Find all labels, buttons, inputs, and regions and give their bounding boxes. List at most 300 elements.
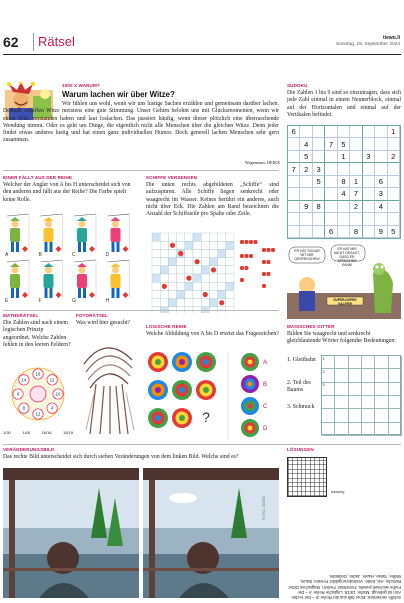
gitter-cell[interactable] [375, 423, 388, 436]
angler-letter: A [5, 252, 9, 258]
angler-figure [39, 260, 63, 304]
logic-shape [179, 387, 185, 393]
sudoku-cell[interactable] [388, 163, 400, 175]
sudoku-cell[interactable] [338, 163, 350, 175]
sudoku-cell[interactable] [288, 188, 300, 200]
ship-cell[interactable] [201, 241, 209, 249]
sudoku-cell[interactable] [313, 138, 325, 150]
ship-cell[interactable] [201, 258, 209, 266]
mathe-number: 12 [49, 377, 55, 383]
ship-cell[interactable] [226, 258, 234, 266]
logic-shape [155, 387, 161, 393]
ship-cell[interactable] [218, 282, 226, 290]
fleet-ship-part [262, 272, 266, 276]
mathe-body: Die Zahlen sind nach einem logischen Prinzip angeordnet. Welche Zahlen fehlen in den leeren Feldern? [3, 320, 71, 348]
fleet-ship-part [254, 240, 258, 244]
mathe-number: 12 [35, 411, 41, 417]
logic-option [248, 382, 253, 387]
gitter-cell[interactable] [389, 369, 402, 382]
logic-shape [155, 359, 161, 365]
ship-cell[interactable] [168, 299, 176, 307]
logic-shape [203, 359, 209, 365]
gitter-cell[interactable] [349, 396, 362, 409]
sudoku-cell[interactable] [350, 213, 362, 225]
ship-cell[interactable] [193, 299, 201, 307]
logic-letter: A [263, 360, 268, 366]
ship-cell[interactable] [177, 266, 185, 274]
ship-cell[interactable] [168, 282, 176, 290]
ship-cell[interactable] [152, 290, 160, 298]
ship-cell[interactable] [226, 299, 234, 307]
sudoku-cell[interactable] [313, 188, 325, 200]
sudoku-cell[interactable] [325, 213, 337, 225]
gitter-cell[interactable]: 2 [322, 369, 335, 382]
sudoku-cell[interactable]: 9 [300, 201, 312, 213]
photo-right [143, 468, 279, 598]
angler-letter: C [72, 252, 76, 258]
sudoku-cell[interactable] [338, 213, 350, 225]
ship-cell[interactable] [226, 233, 234, 241]
sudoku-cell[interactable]: 5 [313, 176, 325, 188]
gitter-cell[interactable] [389, 396, 402, 409]
ship-cell[interactable] [226, 249, 234, 257]
gitter-cell[interactable] [349, 383, 362, 396]
gitter-cell[interactable] [335, 396, 348, 409]
ship-cell[interactable] [185, 241, 193, 249]
sudoku-cell[interactable] [300, 226, 312, 238]
mathe-option: 1/30 [3, 430, 11, 435]
sudoku-cell[interactable]: 5 [388, 226, 400, 238]
logic-shape [179, 359, 185, 365]
ship-cell[interactable] [152, 241, 160, 249]
veraenderung-kicker: VERÄNDERUNGSBILD [3, 447, 55, 452]
sudoku-cell[interactable]: 9 [375, 226, 387, 238]
ship-cell[interactable] [185, 233, 193, 241]
ship-cell[interactable] [226, 266, 234, 274]
gitter-cell[interactable] [362, 423, 375, 436]
ship-cell[interactable] [152, 249, 160, 257]
gitter-cell[interactable] [335, 383, 348, 396]
ship-cell[interactable] [152, 233, 160, 241]
sudoku-cell[interactable] [288, 176, 300, 188]
ship-cell[interactable] [160, 249, 168, 257]
fleet-ship-part [245, 254, 249, 258]
sudoku-kicker: SUDOKU [287, 83, 308, 88]
gitter-cell[interactable] [375, 369, 388, 382]
ship-hint [211, 267, 216, 272]
sudoku-cell[interactable] [350, 138, 362, 150]
sudoku-cell[interactable] [300, 126, 312, 138]
sudoku-cell[interactable] [338, 201, 350, 213]
ship-cell[interactable] [226, 282, 234, 290]
sudoku-cell[interactable] [388, 138, 400, 150]
sudoku-cell[interactable] [363, 176, 375, 188]
schiffe-fleet [240, 238, 280, 290]
angler-figure [106, 214, 130, 258]
sudoku-cell[interactable] [313, 226, 325, 238]
sudoku-cell[interactable] [325, 151, 337, 163]
ship-cell[interactable] [201, 299, 209, 307]
mathe-number: 6 [16, 391, 20, 397]
ship-cell[interactable] [160, 241, 168, 249]
sudoku-cell[interactable]: 8 [338, 176, 350, 188]
gitter-cell[interactable] [362, 369, 375, 382]
ship-cell[interactable] [160, 274, 168, 282]
divider-1 [3, 170, 279, 171]
ship-cell[interactable] [177, 299, 185, 307]
ship-cell[interactable] [193, 249, 201, 257]
sudoku-cell[interactable]: 4 [300, 138, 312, 150]
ship-cell[interactable] [226, 290, 234, 298]
sudoku-cell[interactable] [363, 201, 375, 213]
sudoku-cell[interactable]: 4 [338, 188, 350, 200]
ship-cell[interactable] [177, 258, 185, 266]
logisch-body: Welche Abbildung von A bis D ersetzt das Fragezeichen? [146, 331, 279, 337]
fleet-ship-part [245, 240, 249, 244]
sudoku-cell[interactable] [375, 163, 387, 175]
sudoku-cell[interactable] [388, 176, 400, 188]
photo-left [3, 468, 139, 598]
gitter-body: Bilden Sie waagrecht und senkrecht gleichlautende Wörter folgender Bedeutungen: [287, 331, 396, 345]
ship-cell[interactable] [168, 266, 176, 274]
warum-credit: Wagemann; DEIKE [244, 160, 280, 165]
mathe-option: 14/5 [22, 430, 31, 435]
sudoku-cell[interactable] [363, 163, 375, 175]
fleet-ship-part [262, 284, 266, 288]
angler-figure [72, 260, 96, 304]
gitter-item: 1. Gleitbahn [287, 357, 316, 363]
ship-cell[interactable] [168, 274, 176, 282]
ship-cell[interactable] [185, 258, 193, 266]
angler-letter: H [105, 298, 110, 304]
sudoku-cell[interactable]: 4 [375, 201, 387, 213]
mathe-kicker: MATHERÄTSEL [3, 313, 39, 318]
ship-cell[interactable] [160, 233, 168, 241]
ship-cell[interactable] [185, 282, 193, 290]
photo-credit: FOTO: DEIKE [262, 496, 266, 520]
schiffe-body: Die unten rechts abgebildeten „Schiffe“ sind aufzuspüren. Alle Schiffe liegen senkrecht oder waagrecht im Wasser. Keines berührt ein anderes, auch nicht über Eck. Die Zahlen am Rand bezeichnen die Anzahl der Schiffsteile pro Spalte oder Zeile. [146, 182, 279, 218]
angler-figure [5, 260, 29, 304]
ship-cell[interactable] [209, 258, 217, 266]
foto-body: Was wird hier gesucht? [76, 320, 131, 326]
loesungen-text-wrap [287, 500, 401, 600]
sudoku-cell[interactable] [375, 213, 387, 225]
angler-letter: F [38, 298, 42, 304]
sudoku-cell[interactable]: 2 [388, 151, 400, 163]
gitter-item: 3. Schmuck [287, 404, 315, 410]
section-title: Rätsel [38, 34, 75, 49]
ship-cell[interactable] [226, 274, 234, 282]
gitter-cell[interactable] [322, 396, 335, 409]
gitter-cell[interactable] [389, 356, 402, 369]
sudoku-cell[interactable] [288, 213, 300, 225]
ship-cell[interactable] [218, 266, 226, 274]
loesungen-text: Schiffe versenken: Einer fällt aus der Reihe: E – Der rechte Arm ist gebeugt. Mathe: 15/19. Logische Reihe: A – Die Farbe wechselt jeweils. Fotorätsel: Federn. Magisches Gitter: Rutsche, Ast, Kette. Veränderungsbild: Fenster, Baum, Wolke, Tasse, Haare, Jacke, Geländer. [287, 574, 401, 600]
foto-image [76, 334, 140, 438]
ship-hint [219, 300, 224, 305]
sudoku-cell[interactable]: 6 [288, 126, 300, 138]
ship-cell[interactable] [152, 274, 160, 282]
sudoku-cell[interactable] [300, 188, 312, 200]
ship-cell[interactable] [218, 241, 226, 249]
ship-hint [203, 292, 208, 297]
gitter-item: 2. Teil des Baums [287, 380, 311, 394]
gitter-cell[interactable] [389, 423, 402, 436]
sudoku-cell[interactable]: 2 [350, 201, 362, 213]
sudoku-cell[interactable] [325, 201, 337, 213]
ship-cell[interactable] [152, 282, 160, 290]
ship-cell[interactable] [185, 299, 193, 307]
gitter-cell[interactable] [362, 356, 375, 369]
sudoku-cell[interactable] [350, 151, 362, 163]
gitter-cell[interactable] [349, 356, 362, 369]
ship-cell[interactable] [152, 299, 160, 307]
ship-cell[interactable] [209, 290, 217, 298]
gitter-cell[interactable] [375, 356, 388, 369]
ship-cell[interactable] [168, 233, 176, 241]
gitter-cell[interactable] [335, 369, 348, 382]
ship-cell[interactable] [209, 249, 217, 257]
foto-kicker: FOTORÄTSEL [76, 313, 109, 318]
ship-cell[interactable] [160, 266, 168, 274]
gitter-cell[interactable] [362, 396, 375, 409]
fleet-ship-part [245, 266, 249, 270]
gitter-cell[interactable] [349, 409, 362, 422]
ship-cell[interactable] [193, 266, 201, 274]
fleet-ship-part [240, 254, 244, 258]
ship-cell[interactable] [218, 274, 226, 282]
sudoku-cell[interactable]: 7 [350, 188, 362, 200]
sudoku-cell[interactable]: 2 [300, 163, 312, 175]
logic-shape [203, 387, 209, 393]
fleet-ship-part [240, 240, 244, 244]
gitter-cell[interactable] [335, 423, 348, 436]
sudoku-cell[interactable] [325, 163, 337, 175]
ship-cell[interactable] [209, 241, 217, 249]
sudoku-cell[interactable] [300, 176, 312, 188]
gitter-cell[interactable] [375, 409, 388, 422]
ship-cell[interactable] [168, 258, 176, 266]
sudoku-cell[interactable] [388, 201, 400, 213]
mathe-number: 4 [50, 405, 54, 411]
sudoku-cell[interactable] [363, 138, 375, 150]
sudoku-cell[interactable] [363, 188, 375, 200]
sudoku-cell[interactable]: 5 [338, 138, 350, 150]
mathe-number: 16 [35, 371, 41, 377]
ship-cell[interactable] [160, 290, 168, 298]
sudoku-cell[interactable] [300, 213, 312, 225]
sudoku-cell[interactable]: 7 [325, 138, 337, 150]
warum-body: Wir fühlen uns wohl, wenn wir uns lustige Sachen erzählen und gemeinsam darüber lachen. Deshalb schaffen Witze meistens eine gute Stimmung. Unser Gehirn belohnt uns mit Glücksmomenten, wenn wir einen Witz verstanden haben und laut loslachen. Das passiert häufig, wenn dieser plötzlich eine überraschende Wendung nimmt. Oder es geht um Dinge, die eigentlich nicht alle Menschen über die gleichen Witze. Denn jeder findet etwas anderes lustig und hat einen ganz individuellen Humor. Doch generell lachen Menschen sehr gern zusammen. [3, 101, 279, 144]
gitter-cell[interactable] [335, 409, 348, 422]
ship-cell[interactable] [193, 233, 201, 241]
sudoku-cell[interactable] [325, 176, 337, 188]
angler-letter: G [72, 298, 76, 304]
ship-cell[interactable] [168, 249, 176, 257]
sudoku-cell[interactable] [350, 163, 362, 175]
sudoku-cell[interactable]: 6 [325, 226, 337, 238]
ship-cell[interactable] [193, 282, 201, 290]
sudoku-cell[interactable] [325, 126, 337, 138]
angler-letter: B [38, 252, 42, 258]
cartoon-bubble-right: ER HAT MIR NICHT GESAGT, DASS ER SPRECHEN KANN! [334, 247, 360, 267]
gitter-cell[interactable] [389, 383, 402, 396]
cartoon-sign: SUPER-DUPER GALERIE [333, 298, 357, 306]
fleet-ship-part [271, 248, 275, 252]
fleet-ship-part [267, 260, 271, 264]
sudoku-cell[interactable] [388, 188, 400, 200]
sudoku-cell[interactable]: 7 [288, 163, 300, 175]
gitter-grid[interactable] [321, 355, 401, 435]
gitter-cell[interactable] [322, 423, 335, 436]
gitter-kicker: MAGISCHES GITTER [287, 324, 335, 329]
ship-cell[interactable] [193, 274, 201, 282]
ship-cell[interactable] [201, 249, 209, 257]
ship-cell[interactable] [209, 299, 217, 307]
gitter-cell[interactable] [322, 409, 335, 422]
gitter-cell[interactable] [375, 396, 388, 409]
sudoku-cell[interactable] [388, 213, 400, 225]
sudoku-cell[interactable] [338, 226, 350, 238]
ship-cell[interactable] [218, 249, 226, 257]
ship-cell[interactable] [177, 241, 185, 249]
ship-cell[interactable] [160, 299, 168, 307]
ship-cell[interactable] [177, 282, 185, 290]
sudoku-cell[interactable]: 1 [388, 126, 400, 138]
warum-kicker: 1000 X WARUM? [62, 83, 100, 88]
warum-title: Warum lachen wir über Witze? [62, 90, 175, 99]
gitter-cell[interactable]: 1 [322, 356, 335, 369]
mathe-number: 14 [21, 377, 27, 383]
gitter-cell[interactable] [375, 383, 388, 396]
ship-cell[interactable] [226, 241, 234, 249]
sudoku-cell[interactable]: 8 [313, 201, 325, 213]
ship-cell[interactable] [152, 266, 160, 274]
sudoku-cell[interactable]: 3 [313, 163, 325, 175]
fleet-ship-part [249, 254, 253, 258]
ship-cell[interactable] [160, 258, 168, 266]
veraenderung-body: Das rechte Bild unterscheidet sich durch sieben Veränderungen von dem linken Bild. Welche sind es? [3, 454, 239, 460]
sudoku-cell[interactable] [363, 226, 375, 238]
logic-question: ? [202, 409, 210, 425]
mathe-option: 15/19 [62, 430, 73, 435]
gitter-cell[interactable] [362, 383, 375, 396]
ship-cell[interactable] [201, 266, 209, 274]
fleet-ship-part [240, 278, 244, 282]
sudoku-cell[interactable]: 8 [350, 226, 362, 238]
ship-hint [170, 243, 175, 248]
ship-hint [178, 251, 183, 256]
ship-cell[interactable] [177, 274, 185, 282]
sudoku-body: Die Zahlen 1 bis 9 sind so einzutragen, dass sich jede Zahl einmal in einem Neunerblock, einmal auf der Horizontalen und einmal auf der Vertikalen befindet. [287, 90, 401, 118]
ship-hint [186, 276, 191, 281]
sudoku-cell[interactable]: 6 [375, 176, 387, 188]
logic-letter: B [263, 382, 268, 388]
logic-option [248, 360, 253, 365]
ship-cell[interactable] [218, 290, 226, 298]
page-number: 62 [3, 34, 19, 50]
ship-cell[interactable] [177, 233, 185, 241]
loesungen-kicker: LÖSUNGEN [287, 447, 314, 452]
sudoku-grid[interactable] [287, 125, 401, 239]
logic-option [248, 426, 253, 431]
ship-cell[interactable] [218, 233, 226, 241]
ship-cell[interactable] [152, 258, 160, 266]
loesungen-sudoku [287, 457, 327, 497]
sudoku-cell[interactable] [288, 226, 300, 238]
ship-cell[interactable] [209, 233, 217, 241]
sudoku-cell[interactable]: 5 [300, 151, 312, 163]
logisch-kicker: LOGISCHE REIHE [146, 324, 187, 329]
gitter-cell[interactable]: 3 [322, 383, 335, 396]
sudoku-cell[interactable]: 3 [363, 151, 375, 163]
mathe-option: 16/16 [41, 430, 52, 435]
fleet-ship-part [267, 248, 271, 252]
sudoku-cell[interactable] [363, 213, 375, 225]
gitter-cell[interactable] [349, 369, 362, 382]
ship-cell[interactable] [201, 233, 209, 241]
sudoku-cell[interactable] [288, 138, 300, 150]
sudoku-cell[interactable] [325, 188, 337, 200]
sudoku-cell[interactable] [375, 151, 387, 163]
angler-figures [3, 212, 137, 304]
ship-cell[interactable] [185, 290, 193, 298]
sudoku-cell[interactable] [313, 151, 325, 163]
cartoon-bubble-left: ER HAT SOGAR MIT MIR GESPROCHEN! [294, 249, 320, 261]
ship-cell[interactable] [193, 290, 201, 298]
angler-figure [39, 214, 63, 258]
issue-date: Sonntag, 15. September 2024 [335, 42, 400, 47]
sudoku-cell[interactable] [288, 201, 300, 213]
fleet-ship-part [240, 266, 244, 270]
ship-cell[interactable] [185, 266, 193, 274]
logic-shape [155, 415, 161, 421]
ship-cell[interactable] [201, 282, 209, 290]
sudoku-cell[interactable] [375, 126, 387, 138]
gitter-cell[interactable] [349, 423, 362, 436]
schiffe-kicker: SCHIFFE VERSENKEN [146, 175, 198, 180]
ship-cell[interactable] [193, 241, 201, 249]
gitter-cell[interactable] [335, 356, 348, 369]
logic-letter: C [263, 404, 268, 410]
gitter-cell[interactable] [362, 409, 375, 422]
angler-figure [72, 214, 96, 258]
sudoku-cell[interactable] [363, 126, 375, 138]
divider-3 [3, 444, 401, 445]
ship-cell[interactable] [209, 274, 217, 282]
gitter-cell[interactable] [389, 409, 402, 422]
ship-cell[interactable] [185, 249, 193, 257]
ship-cell[interactable] [218, 258, 226, 266]
sudoku-cell[interactable] [350, 126, 362, 138]
ship-cell[interactable] [201, 274, 209, 282]
sudoku-cell[interactable]: 3 [375, 188, 387, 200]
sudoku-cell[interactable]: 1 [350, 176, 362, 188]
sudoku-cell[interactable] [313, 126, 325, 138]
sudoku-cell[interactable] [313, 213, 325, 225]
logic-shape [179, 415, 185, 421]
fleet-ship-part [262, 260, 266, 264]
angler-letter: D [105, 252, 110, 258]
ship-cell[interactable] [168, 290, 176, 298]
ship-cell[interactable] [177, 290, 185, 298]
sudoku-cell[interactable] [375, 138, 387, 150]
sudoku-cell[interactable]: 1 [338, 151, 350, 163]
sudoku-cell[interactable] [338, 126, 350, 138]
ship-cell[interactable] [209, 282, 217, 290]
fleet-ship-part [249, 240, 253, 244]
sudoku-cell[interactable] [288, 151, 300, 163]
